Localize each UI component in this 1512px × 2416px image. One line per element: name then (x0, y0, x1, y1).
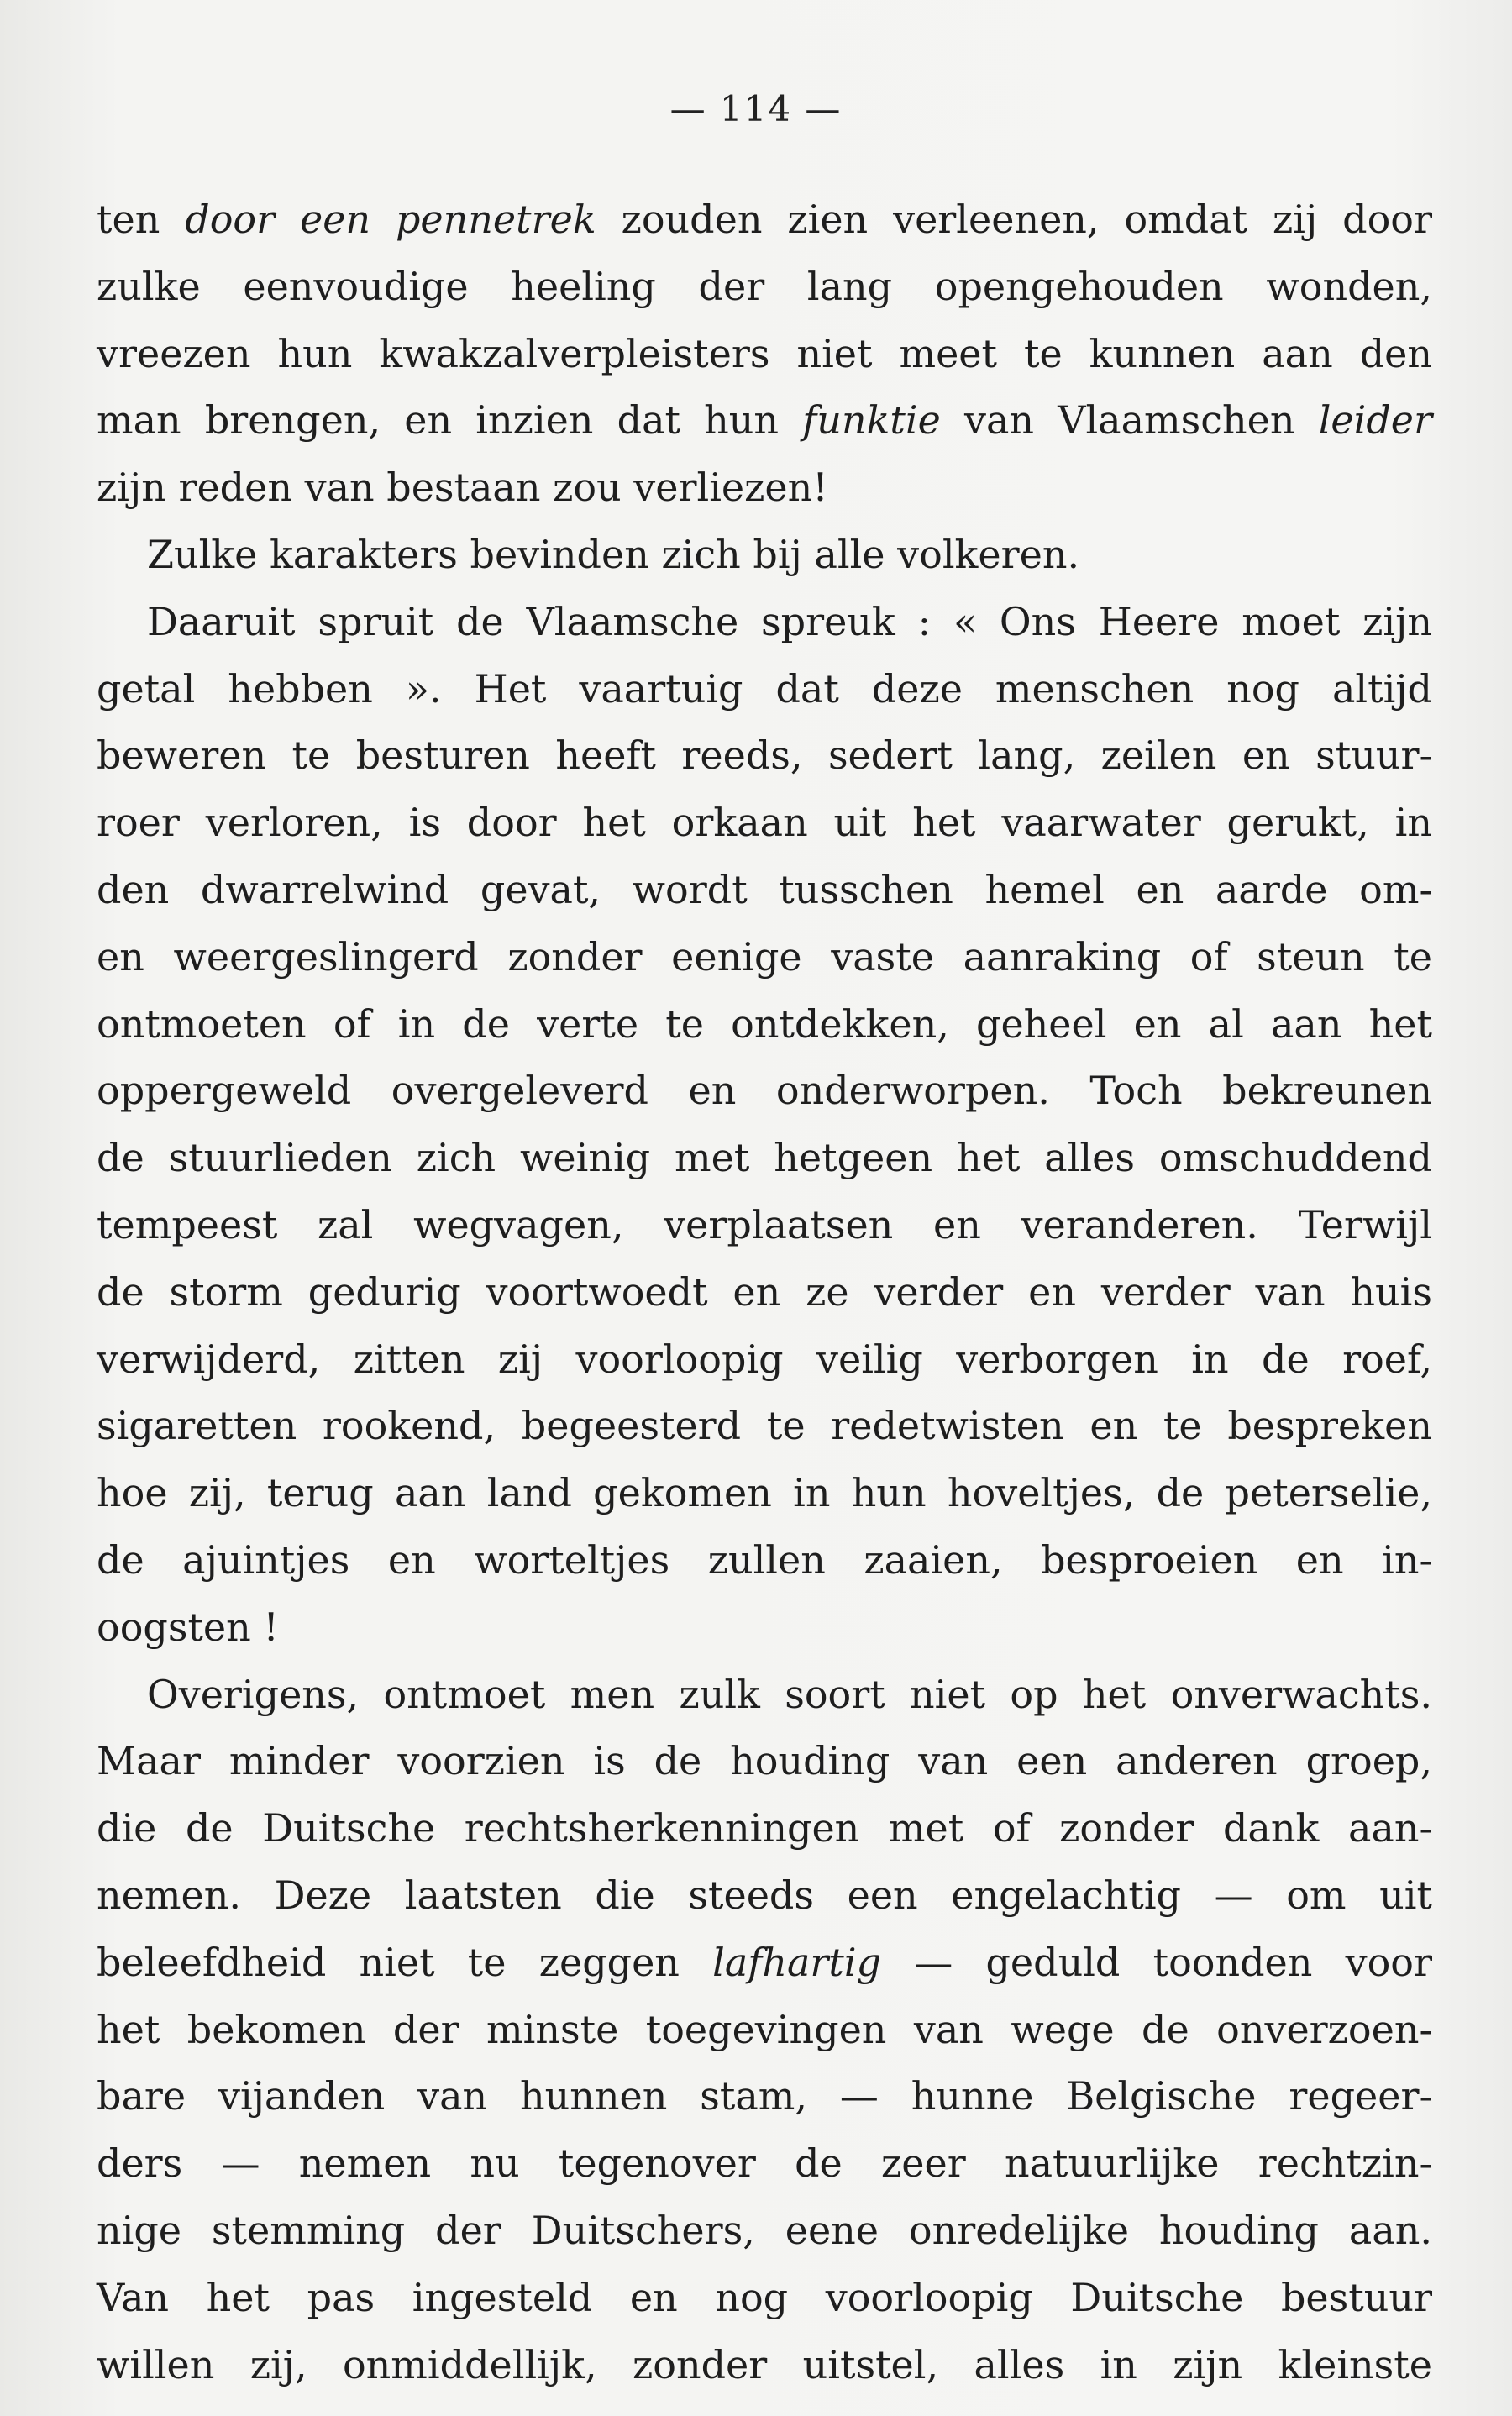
text-segment: zijn reden van bestaan zou verliezen! (97, 465, 828, 511)
text-line (97, 1125, 1432, 1192)
text-segment: vreezen hun kwakzalverpleisters niet meet te kunnen aan den (97, 330, 1432, 376)
text-segment: roer verloren, is door het orkaan uit het vaarwater gerukt, in (97, 800, 1432, 846)
text-segment: — geduld toonden voor (881, 1939, 1432, 1985)
italic-text: funktie (802, 397, 941, 444)
text-line (97, 1930, 1432, 1997)
text-line (97, 454, 1432, 522)
text-segment: man brengen, en inzien dat hun (97, 397, 803, 444)
text-line (97, 722, 1432, 790)
text-segment: willen zij, onmiddellijk, zonder uitstel, alles in zijn kleinste (97, 2341, 1432, 2387)
text-line (97, 1728, 1432, 1795)
text-segment: tempeest zal wegvagen, verplaatsen en veranderen. Terwijl (97, 1201, 1432, 1247)
body-text (97, 186, 1432, 2398)
italic-text: leider (1318, 397, 1432, 444)
text-segment: bare vijanden van hunnen stam, — hunne Belgische regeer- (97, 2073, 1432, 2119)
text-segment: verwijderd, zitten zij voorloopig veilig verborgen in de roef, (97, 1336, 1432, 1382)
text-segment: en weergeslingerd zonder eenige vaste aanraking of steun te (97, 933, 1432, 980)
text-line (97, 656, 1432, 723)
text-segment: nige stemming der Duitschers, eene onredelijke houding aan. (97, 2207, 1432, 2253)
text-segment: zulke eenvoudige heeling der lang opengehouden wonden, (97, 263, 1432, 309)
text-line (97, 186, 1432, 254)
text-line (97, 857, 1432, 924)
text-line (97, 321, 1432, 388)
text-segment: Overigens, ontmoet men zulk soort niet op het onverwachts. (147, 1671, 1432, 1717)
text-line (97, 790, 1432, 857)
text-line (97, 1795, 1432, 1862)
text-segment: sigaretten rookend, begeesterd te redetwisten en te bespreken (97, 1403, 1432, 1449)
text-line (97, 1192, 1432, 1259)
text-line (97, 1460, 1432, 1527)
text-line (97, 2198, 1432, 2265)
text-line (97, 1662, 1432, 1729)
text-segment: Maar minder voorzien is de houding van een anderen groep, (97, 1738, 1432, 1784)
text-segment: het bekomen der minste toegevingen van wege de onverzoen- (97, 2006, 1432, 2052)
text-segment: ontmoeten of in de verte te ontdekken, geheel en al aan het (97, 1001, 1432, 1047)
text-segment: oppergeweld overgeleverd en onderworpen. Toch bekreunen (97, 1068, 1432, 1114)
text-segment: zouden zien verleenen, omdat zij door (596, 197, 1432, 242)
text-segment: getal hebben ». Het vaartuig dat deze menschen nog altijd (97, 665, 1432, 712)
text-line (97, 1326, 1432, 1394)
text-line (97, 387, 1432, 454)
text-segment: van Vlaamschen (940, 397, 1319, 444)
text-line (97, 1997, 1432, 2064)
text-segment: die de Duitsche rechtsherkenningen met of zonder dank aan- (97, 1805, 1432, 1851)
text-line (97, 2265, 1432, 2332)
text-line (97, 1527, 1432, 1594)
text-segment: ders — nemen nu tegenover de zeer natuurlijke rechtzin- (97, 2140, 1432, 2187)
text-segment: Daaruit spruit de Vlaamsche spreuk : « Ons Heere moet zijn (147, 598, 1432, 644)
text-line (97, 1058, 1432, 1125)
text-segment: beweren te besturen heeft reeds, sedert lang, zeilen en stuur- (97, 733, 1432, 779)
text-segment: nemen. Deze laatsten die steeds een engelachtig — om uit (97, 1872, 1432, 1918)
text-line (97, 2063, 1432, 2130)
text-line (97, 2130, 1432, 2198)
text-segment: den dwarrelwind gevat, wordt tusschen hemel en aarde om- (97, 866, 1432, 912)
text-segment: beleefdheid niet te zeggen (97, 1939, 713, 1985)
italic-text: door een pennetrek (185, 197, 596, 242)
text-segment: hoe zij, terug aan land gekomen in hun hoveltjes, de peterselie, (97, 1470, 1432, 1516)
text-segment: Zulke karakters bevinden zich bij alle volkeren. (147, 531, 1080, 577)
text-line (97, 1862, 1432, 1930)
text-segment: Van het pas ingesteld en nog voorloopig Duitsche bestuur (97, 2274, 1432, 2320)
text-line (97, 1393, 1432, 1460)
text-line (97, 1259, 1432, 1326)
page-number: — 114 — (669, 88, 843, 129)
text-segment: ten (97, 197, 186, 242)
text-segment: de stuurlieden zich weinig met hetgeen het alles omschuddend (97, 1135, 1432, 1181)
text-line (97, 254, 1432, 321)
text-line (97, 522, 1432, 589)
text-line (97, 1594, 1432, 1662)
text-segment: de storm gedurig voortwoedt en ze verder en verder van huis (97, 1268, 1432, 1315)
text-segment: oogsten ! (97, 1604, 279, 1650)
italic-text: lafhartig (712, 1939, 882, 1985)
text-segment: de ajuintjes en worteltjes zullen zaaien, besproeien en in- (97, 1536, 1432, 1583)
text-line (97, 589, 1432, 656)
text-line (97, 2332, 1432, 2399)
text-line (97, 991, 1432, 1058)
text-line (97, 924, 1432, 991)
